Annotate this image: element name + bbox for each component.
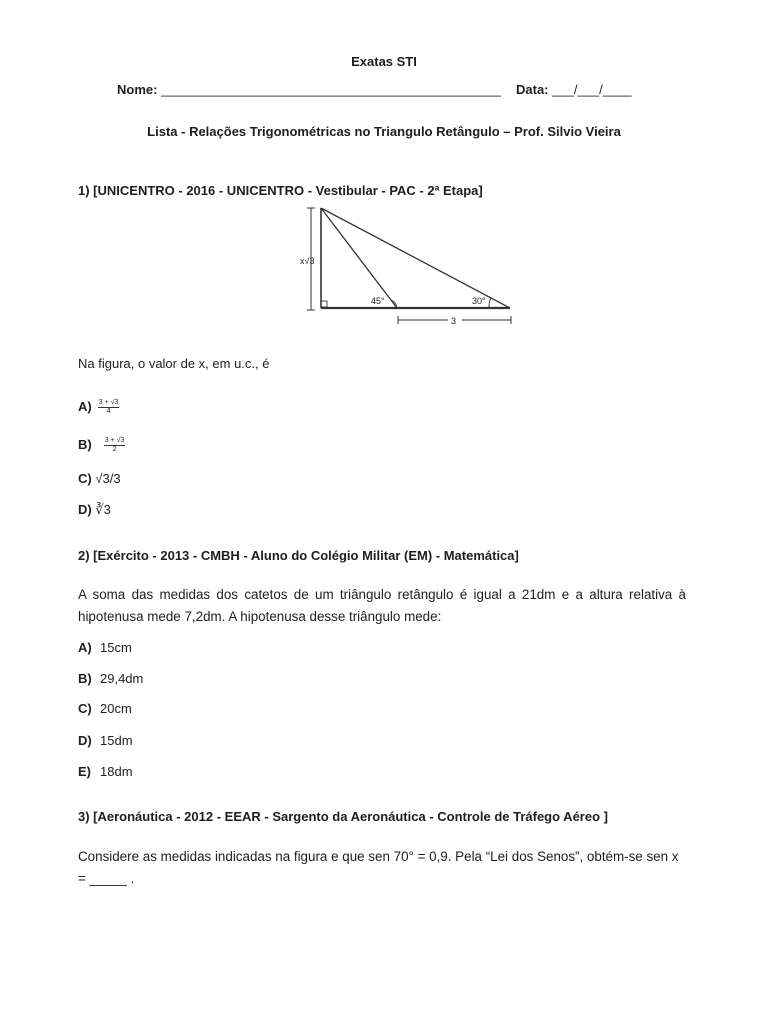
fraction xyxy=(98,399,120,416)
q1-triangle-figure xyxy=(300,204,520,328)
q3-statement xyxy=(78,846,698,890)
option-text: 29,4dm xyxy=(100,671,144,686)
right-angle-mark xyxy=(321,301,327,307)
option-letter: C) xyxy=(78,471,92,486)
q1-option-a xyxy=(78,392,119,422)
side-label: x√3 xyxy=(300,256,315,266)
q1-option-b xyxy=(78,430,125,460)
q2-option-b xyxy=(78,671,143,687)
q2-statement-line2: hipotenusa mede 7,2dm. A hipotenusa desse triângulo mede: xyxy=(78,609,442,624)
inner-segment xyxy=(321,208,397,308)
document-title: Exatas STI xyxy=(351,54,417,69)
q3-statement-line1: Considere as medidas indicadas na figura e que sen 70° = 0,9. Pela “Lei dos Senos”, obtém-se sen x xyxy=(78,849,679,864)
option-text: ∛3 xyxy=(95,502,111,517)
option-text: 15dm xyxy=(100,733,133,748)
fraction xyxy=(104,437,126,454)
angle-30-label: 30° xyxy=(472,296,486,306)
angle-45-label: 45° xyxy=(371,296,385,306)
option-letter: B) xyxy=(78,437,92,452)
hypotenuse xyxy=(321,208,510,308)
date-blank: ___/___/____ xyxy=(552,82,632,97)
q2-statement-line1: A soma das medidas dos catetos de um triângulo retângulo é igual a 21dm e a altura relativa à xyxy=(78,587,686,602)
date-label: Data: xyxy=(516,82,549,97)
q1-heading: 1) [UNICENTRO - 2016 - UNICENTRO - Vestibular - PAC - 2ª Etapa] xyxy=(78,183,483,198)
option-text: 15cm xyxy=(100,640,132,655)
fraction-numerator: 3 + √3 xyxy=(104,436,125,444)
option-text: 18dm xyxy=(100,764,133,779)
option-letter: D) xyxy=(78,502,92,517)
fraction-numerator: 3 + √3 xyxy=(98,398,119,406)
q2-option-c xyxy=(78,701,132,717)
q3-heading: 3) [Aeronáutica - 2012 - EEAR - Sargento da Aeronáutica - Controle de Tráfego Aéreo ] xyxy=(78,809,608,824)
name-blank: _______________________________________________ xyxy=(161,82,501,97)
q1-option-c xyxy=(78,471,121,487)
q2-option-e xyxy=(78,764,133,780)
option-letter: B) xyxy=(78,671,92,686)
q2-option-d xyxy=(78,733,133,749)
angle-30-arc xyxy=(489,298,491,308)
q3-statement-line2: = _____ . xyxy=(78,871,135,886)
option-text: 20cm xyxy=(100,701,132,716)
name-label: Nome: xyxy=(117,82,158,97)
name-field xyxy=(117,82,501,98)
document-subtitle: Lista - Relações Trigonométricas no Triangulo Retângulo – Prof. Silvio Vieira xyxy=(147,124,621,139)
option-letter: A) xyxy=(78,399,92,414)
q2-option-a xyxy=(78,640,132,656)
option-text: √3/3 xyxy=(95,471,121,486)
segment-label: 3 xyxy=(451,316,457,326)
fraction-denominator: 4 xyxy=(106,407,111,415)
option-letter: C) xyxy=(78,701,92,716)
date-field xyxy=(516,82,632,98)
fraction-denominator: 2 xyxy=(112,445,117,453)
option-letter: A) xyxy=(78,640,92,655)
option-letter: D) xyxy=(78,733,92,748)
option-letter: E) xyxy=(78,764,91,779)
q1-prompt: Na figura, o valor de x, em u.c., é xyxy=(78,356,270,371)
q2-heading: 2) [Exército - 2013 - CMBH - Aluno do Colégio Militar (EM) - Matemática] xyxy=(78,548,519,563)
q2-statement xyxy=(78,584,686,628)
q1-option-d xyxy=(78,502,111,518)
